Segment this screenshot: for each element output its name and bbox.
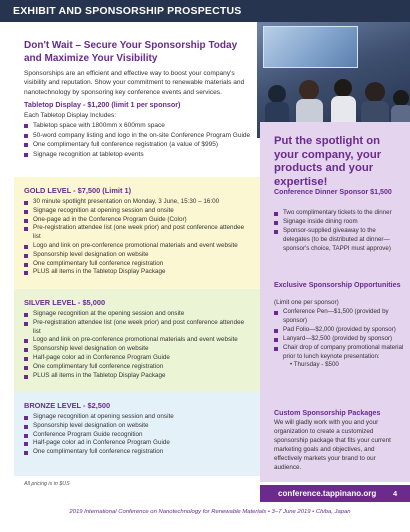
silver-level-list <box>24 310 250 380</box>
list-item: Half-page color ad in Conference Program Guide <box>24 439 250 448</box>
bullet-icon <box>274 347 278 351</box>
list-item: Signage inside dining room <box>274 218 404 227</box>
list-item: Sponsorship level designation on website <box>24 422 250 431</box>
bullet-icon <box>24 348 28 352</box>
list-item: Tabletop space with 1800mm x 600mm space <box>24 121 259 131</box>
bullet-icon <box>24 451 28 455</box>
website-link[interactable]: conference.tappinano.org <box>278 489 377 498</box>
tabletop-heading: Tabletop Display - $1,200 (limit 1 per sponsor) <box>24 100 181 109</box>
list-item: 30 minute spotlight presentation on Monday, 3 June, 15:30 – 16:00 <box>24 198 250 207</box>
bullet-icon <box>24 254 28 258</box>
tabletop-list <box>24 121 259 159</box>
list-item: Sponsor-supplied giveaway to the delegates (to be distributed at dinner—sponsor's choice, TAPPI must approve) <box>274 227 404 254</box>
bronze-level-section <box>14 392 260 476</box>
list-item: Signage recognition at opening session and onsite <box>24 413 250 422</box>
bullet-icon <box>24 153 28 157</box>
list-item: One complimentary full conference registration <box>24 363 250 372</box>
bullet-icon <box>24 339 28 343</box>
custom-packages-text: We will gladly work with you and your organization to create a customized sponsorship package that fits your current marketing goals and objectives, and effectively markets your brand to our audience. <box>274 419 391 471</box>
list-item: Logo and link on pre-conference promotional materials and event website <box>24 242 250 251</box>
pricing-note: All pricing is in $US <box>24 481 70 487</box>
list-item: One complimentary full conference registration <box>24 448 250 457</box>
bullet-icon <box>24 219 28 223</box>
intro-heading: Don't Wait – Secure Your Sponsorship Today and Maximize Your Visibility <box>24 40 238 64</box>
list-item: Lanyard—$2,500 (provided by sponsor) <box>274 335 404 344</box>
list-item: Half-page color ad in Conference Program Guide <box>24 354 250 363</box>
list-item: Conference Program Guide recognition <box>24 431 250 440</box>
bronze-level-heading: BRONZE LEVEL - $2,500 <box>24 401 111 410</box>
list-item: One-page ad in the Conference Program Guide (Color) <box>24 216 250 225</box>
intro-paragraph: Sponsorships are an efficient and effective way to boost your company's visibility and reputation. Show your commitment to renewable materials and nanotechnology by sponsoring key conference events and services. <box>24 70 245 96</box>
exclusive-sponsorship-heading: Exclusive Sponsorship Opportunities <box>274 281 401 289</box>
list-item: Conference Pen—$1,500 (provided by sponsor) <box>274 308 404 326</box>
bullet-icon <box>24 366 28 370</box>
bronze-level-list <box>24 413 250 457</box>
list-item: Pre-registration attendee list (one week prior) and post conference attendee list <box>24 319 250 337</box>
bullet-icon <box>274 311 278 315</box>
bullet-icon <box>24 124 28 128</box>
bullet-icon <box>24 245 28 249</box>
bullet-icon <box>274 221 278 225</box>
silver-level-section <box>14 289 260 392</box>
presentation-screen <box>263 26 358 68</box>
tabletop-subheading: Each Tabletop Display Includes: <box>24 112 117 119</box>
list-item: 50-word company listing and logo in the on-site Conference Program Guide <box>24 131 259 141</box>
bullet-icon <box>274 230 278 234</box>
list-item: PLUS all items in the Tabletop Display Package <box>24 268 250 277</box>
bullet-icon <box>24 263 28 267</box>
list-item: Chair drop of company promotional material prior to lunch keynote presentation: <box>274 344 404 362</box>
list-item: PLUS all items in the Tabletop Display Package <box>24 372 250 381</box>
exclusive-sponsorship-list <box>274 308 404 370</box>
bullet-icon <box>24 425 28 429</box>
silver-level-heading: SILVER LEVEL - $5,000 <box>24 298 106 307</box>
custom-packages-heading: Custom Sponsorship Packages <box>274 409 381 417</box>
page-number: 4 <box>393 489 398 498</box>
bullet-icon <box>24 375 28 379</box>
list-sub-item: • Thursday - $500 <box>290 361 339 369</box>
list-item: Pre-registration attendee list (one week prior) and post conference attendee list <box>24 224 250 242</box>
header-title: EXHIBIT AND SPONSORSHIP PROSPECTUS <box>13 5 242 17</box>
bullet-icon <box>24 210 28 214</box>
gold-level-list <box>24 198 250 277</box>
bullet-icon <box>24 134 28 138</box>
bullet-icon <box>24 313 28 317</box>
list-item: Signage recognition at tabletop events <box>24 150 259 160</box>
list-item: One complimentary full conference registration <box>24 260 250 269</box>
bullet-icon <box>24 442 28 446</box>
dinner-sponsor-list <box>274 209 404 254</box>
list-item: Sponsorship level designation on website <box>24 345 250 354</box>
exclusive-limit-note: (Limit one per sponsor) <box>274 299 339 306</box>
bullet-icon <box>24 416 28 420</box>
bullet-icon <box>274 329 278 333</box>
gold-level-section <box>14 177 260 289</box>
gold-level-heading: GOLD LEVEL - $7,500 (Limit 1) <box>24 186 132 195</box>
bullet-icon <box>24 201 28 205</box>
list-item: Logo and link on pre-conference promotional materials and event website <box>24 336 250 345</box>
list-item: Signage recognition at the opening session and onsite <box>24 310 250 319</box>
list-item: Sponsorship level designation on website <box>24 251 250 260</box>
bullet-icon <box>24 143 28 147</box>
list-item: Two complimentary tickets to the dinner <box>274 209 404 218</box>
bullet-icon <box>24 434 28 438</box>
dinner-sponsor-heading: Conference Dinner Sponsor $1,500 <box>274 188 392 196</box>
bullet-icon <box>24 271 28 275</box>
bullet-icon <box>24 357 28 361</box>
conference-photo <box>257 22 410 138</box>
list-item: Pad Folio—$2,000 (provided by sponsor) <box>274 326 404 335</box>
bullet-icon <box>274 338 278 342</box>
footer-conference-info: 2019 International Conference on Nanotechnology for Renewable Materials • 3–7 June 2019 • Chiba, Japan <box>69 509 351 515</box>
spotlight-heading: Put the spotlight on your company, your products and your expertise! <box>274 135 382 188</box>
bullet-icon <box>24 322 28 326</box>
list-item: One complimentary full conference registration (a value of $995) <box>24 140 259 150</box>
bullet-icon <box>274 212 278 216</box>
bullet-icon <box>24 227 28 231</box>
list-item: Signage recognition at opening session and onsite <box>24 207 250 216</box>
